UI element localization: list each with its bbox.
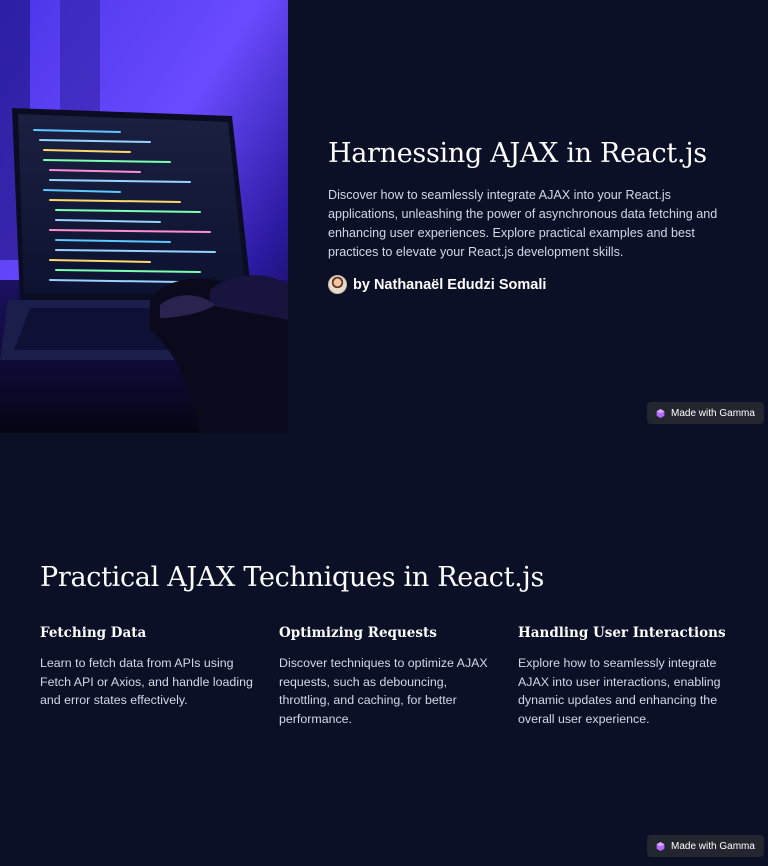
slide-description: Discover how to seamlessly integrate AJAX into your React.js applications, unleashing the power of asynchronous data fetching and enhancing user experiences. Explore practical examples and best practices to elevate your React.js development skills.	[328, 188, 718, 259]
column-heading: Optimizing Requests	[279, 625, 437, 641]
badge-label: Made with Gamma	[671, 840, 755, 852]
author-byline	[328, 275, 546, 294]
gamma-logo-icon	[656, 842, 665, 851]
column-fetching-data	[40, 624, 255, 710]
laptop-illustration	[0, 0, 288, 433]
author-avatar	[328, 275, 347, 294]
techniques-slide	[0, 433, 768, 866]
column-heading: Handling User Interactions	[518, 625, 726, 641]
column-text: Learn to fetch data from APIs using Fetch API or Axios, and handle loading and error states effectively.	[40, 656, 253, 708]
slide-title: Practical AJAX Techniques in React.js	[40, 562, 545, 593]
column-handling-interactions	[518, 624, 733, 728]
made-with-gamma-button[interactable]	[647, 402, 764, 424]
gamma-logo-icon	[656, 409, 665, 418]
column-text: Discover techniques to optimize AJAX requests, such as debouncing, throttling, and caching, for better performance.	[279, 656, 488, 726]
hero-laptop-image	[0, 0, 288, 433]
column-heading: Fetching Data	[40, 625, 147, 641]
column-text: Explore how to seamlessly integrate AJAX into user interactions, enabling dynamic updates and enhancing the overall user experience.	[518, 656, 721, 726]
column-optimizing-requests	[279, 624, 494, 728]
made-with-gamma-button[interactable]	[647, 835, 764, 857]
badge-label: Made with Gamma	[671, 407, 755, 419]
author-name: by Nathanaël Edudzi Somali	[353, 276, 547, 293]
slide-title: Harnessing AJAX in React.js	[328, 138, 707, 169]
